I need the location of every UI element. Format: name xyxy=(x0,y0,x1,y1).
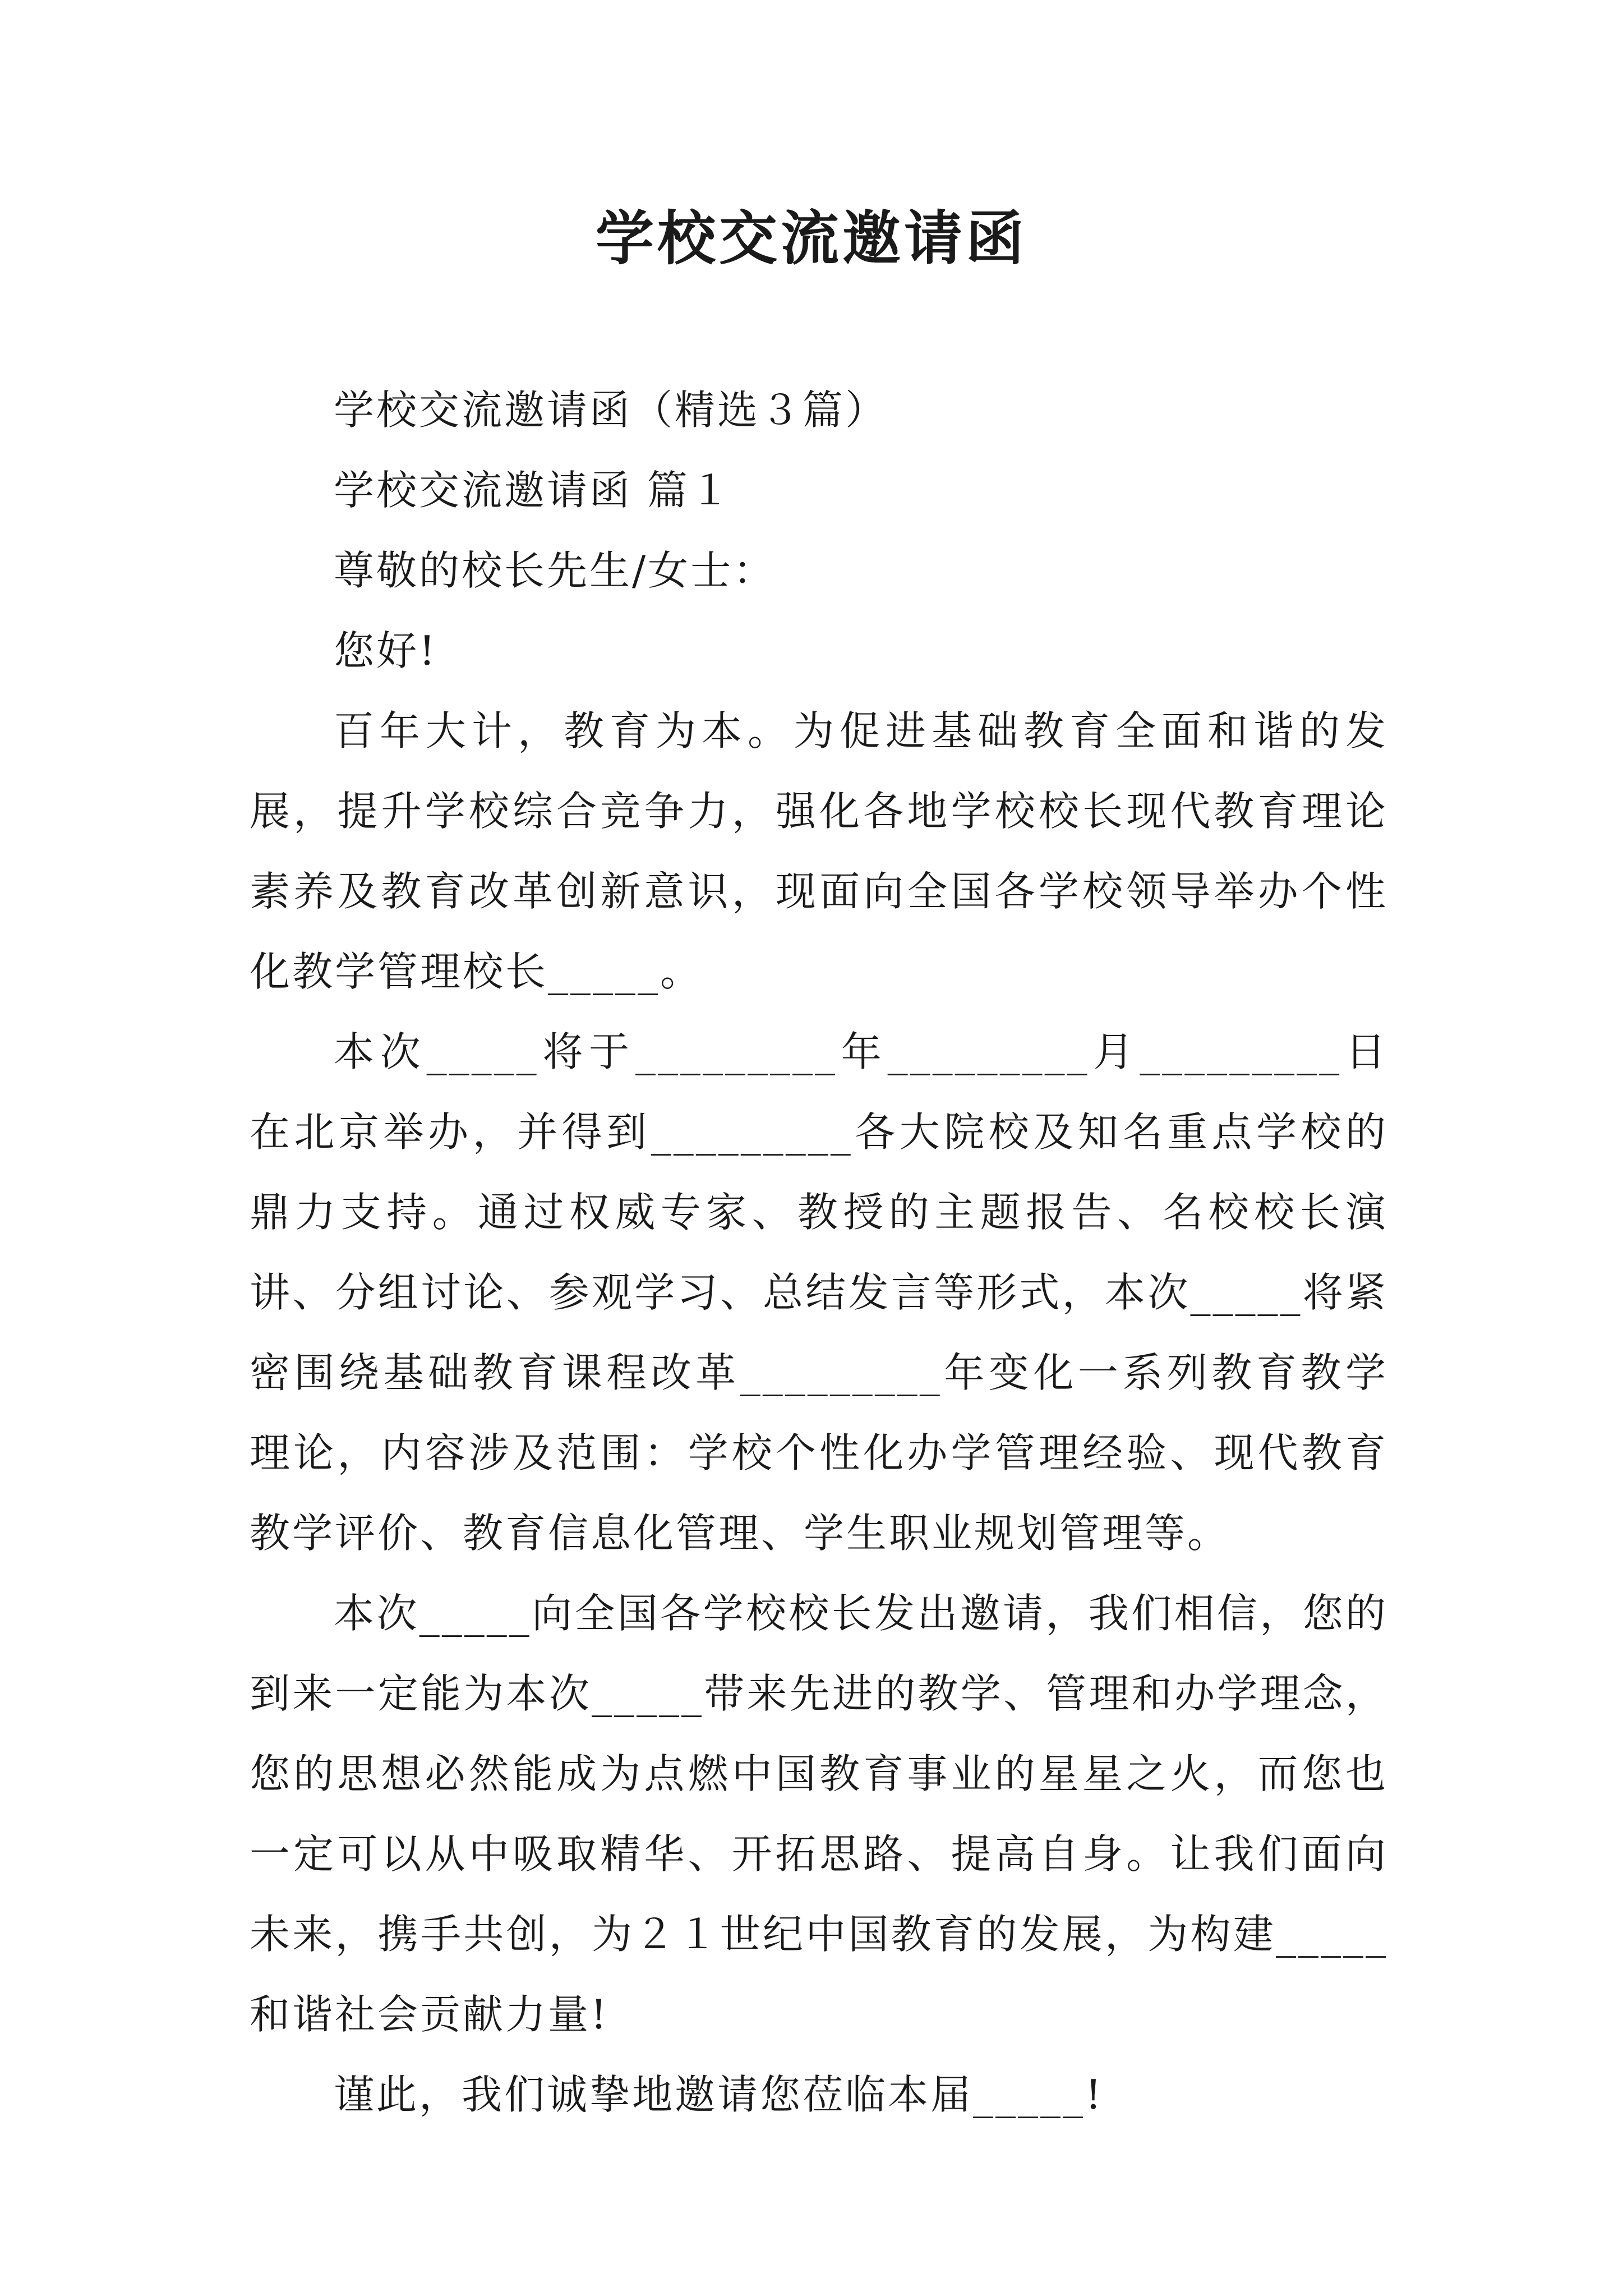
document-body xyxy=(250,370,1388,2135)
document-title: 学校交流邀请函 xyxy=(595,204,1027,273)
paragraph-subtitle: 学校交流邀请函（精选３篇） xyxy=(334,386,888,434)
paragraph-body-3: 本次_____向全国各学校校长发出邀请，我们相信，您的到来一定能为本次_____带来先进的教学、管理和办学理念，您的思想必然能成为点燃中国教育事业的星星之火，而您也一定可以从中吸取精华、开拓思路、提高自身。让我们面向未来，携手共创，为２１世纪中国教育的发展，为构建_____和谐社会贡献力量! xyxy=(250,1590,1388,2038)
paragraph-closing: 谨此，我们诚挚地邀请您莅临本届_____! xyxy=(334,2071,1104,2118)
paragraph-section-heading: 学校交流邀请函 篇１ xyxy=(334,467,732,514)
paragraph-salutation: 尊敬的校长先生/女士： xyxy=(334,547,776,594)
paragraph-body-2: 本次_____将于_________年_________月_________日在北京举办，并得到_________各大院校及知名重点学校的鼎力支持。通过权威专家、教授的主题报告、名校校长演讲、分组讨论、参观学习、总结发言等形式，本次_____将紧密围绕基础教育课程改革_________年变化一系列教育教学理论，内容涉及范围：学校个性化办学管理经验、现代教育教学评价、教育信息化管理、学生职业规划管理等。 xyxy=(250,1028,1388,1557)
paragraph-body-1: 百年大计，教育为本。为促进基础教育全面和谐的发展，提升学校综合竞争力，强化各地学校校长现代教育理论素养及教育改革创新意识，现面向全国各学校领导举办个性化教学管理校长_____。 xyxy=(250,707,1388,995)
paragraph-greeting: 您好! xyxy=(334,627,437,674)
